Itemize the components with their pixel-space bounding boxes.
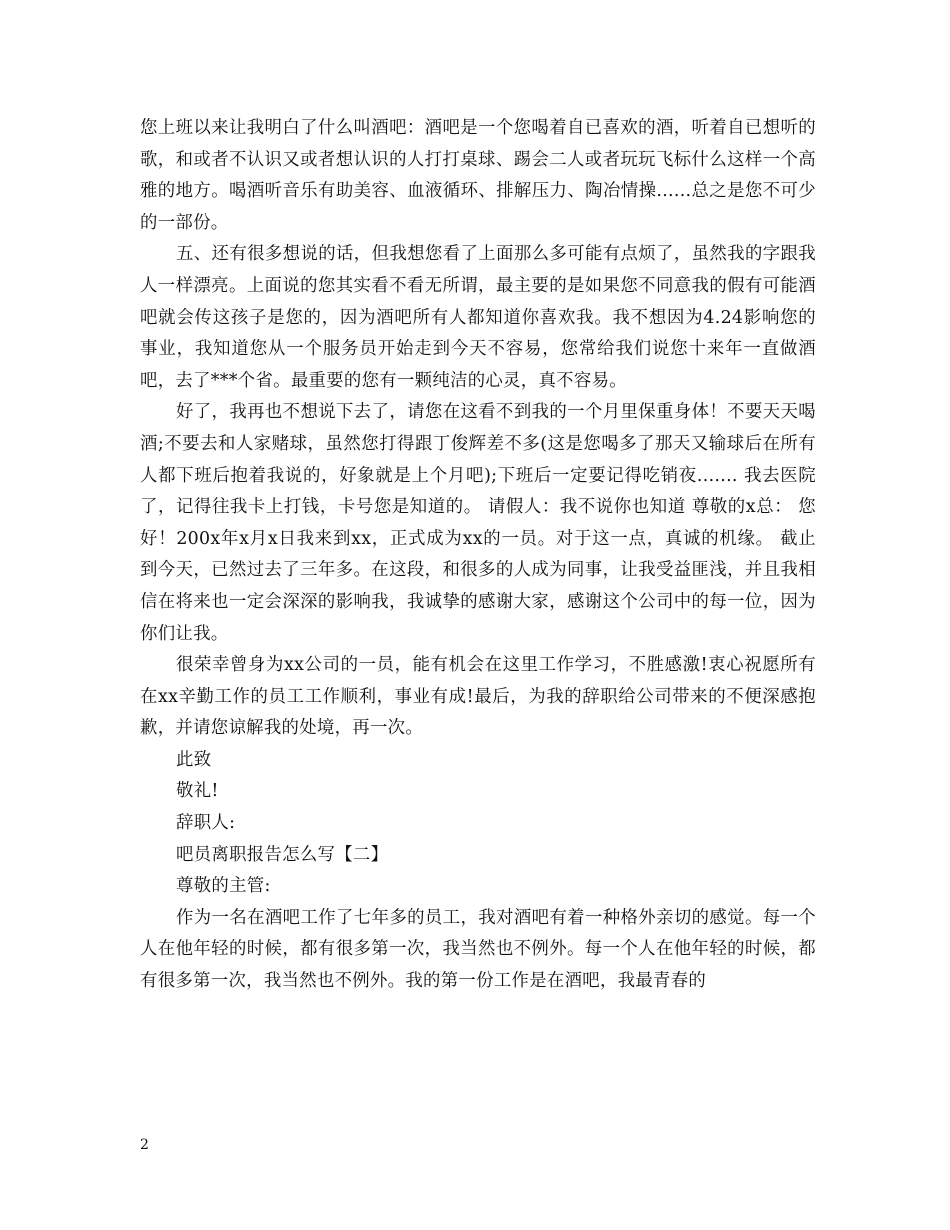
paragraph-4: 很荣幸曾身为xx公司的一员，能有机会在这里工作学习，不胜感激!衷心祝愿所有在xx辛勤工作的员工工作顺利，事业有成!最后，为我的辞职给公司带来的不便深感抱歉，并请您谅解我的处境，再一次。: [140, 655, 816, 739]
closing-salutation: 此致: [176, 749, 212, 770]
page-number: 2: [140, 1137, 149, 1153]
signature-label: 辞职人:: [176, 813, 236, 834]
paragraph-1: 您上班以来让我明白了什么叫酒吧：酒吧是一个您喝着自已喜欢的酒，听着自已想听的歌，和或者不认识又或者想认识的人打打桌球、踢会二人或者玩玩飞标什么这样一个高雅的地方。喝酒听音乐有助美容、血液循环、排解压力、陶冶情操......总之是您不可少的一部份。: [140, 118, 816, 233]
paragraph-body-last: 作为一名在酒吧工作了七年多的员工，我对酒吧有着一种格外亲切的感觉。每一个人在他年轻的时候，都有很多第一次，我当然也不例外。每一个人在他年轻的时候，都有很多第一次，我当然也不例外。我的第一份工作是在酒吧，我最青春的: [140, 907, 816, 992]
paragraph-3: 好了，我再也不想说下去了，请您在这看不到我的一个月里保重身体！不要天天喝酒;不要去和人家赌球，虽然您打得跟丁俊辉差不多(这是您喝多了那天又输球后在所有人都下班后抱着我说的，好象就是上个月吧);下班后一定要记得吃销夜....... 我去医院了，记得往我卡上打钱，卡号您是知道的。 请假人：我不说你也知道 尊敬的x总： 您好！200x年x月x日我来到xx，正式成为xx的一员。对于这一点，真诚的机缘。 截止到今天，已然过去了三年多。在这段，和很多的人成为同事，让我受益匪浅，并且我相信在将来也一定会深深的影响我，我诚挚的感谢大家，感谢这个公司中的每一位，因为你们让我。: [140, 402, 816, 644]
closing-regards: 敬礼!: [176, 781, 219, 802]
paragraph-2: 五、还有很多想说的话，但我想您看了上面那么多可能有点烦了，虽然我的字跟我人一样漂亮。上面说的您其实看不看无所谓，最主要的是如果您不同意我的假有可能酒吧就会传这孩子是您的，因为酒吧所有人都知道你喜欢我。我不想因为4.24影响您的事业，我知道您从一个服务员开始走到今天不容易，您常给我们说您十来年一直做酒吧，去了***个省。最重要的您有一颗纯洁的心灵，真不容易。: [140, 244, 816, 391]
greeting: 尊敬的主管:: [176, 876, 271, 897]
section-heading: 吧员离职报告怎么写【二】: [176, 844, 389, 865]
document-body: [140, 113, 816, 998]
